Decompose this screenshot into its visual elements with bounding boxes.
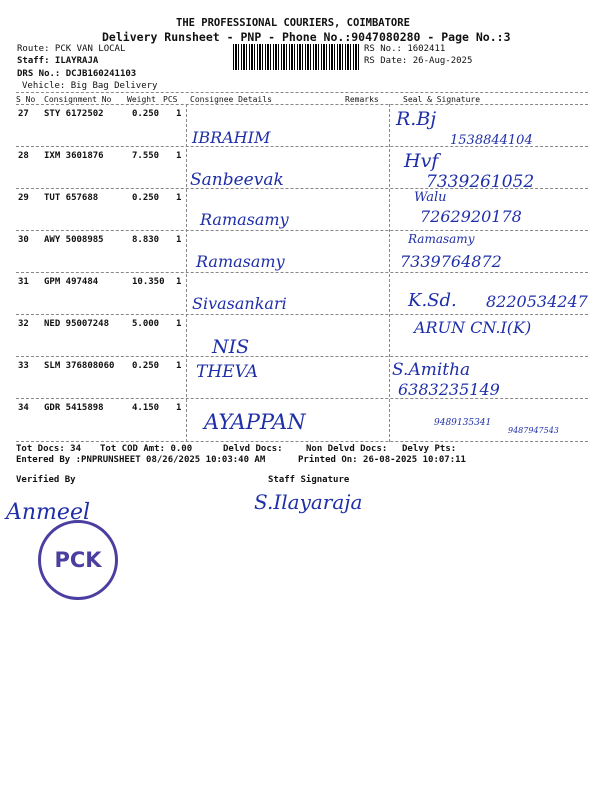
row-pcs: 1 [176, 277, 182, 287]
consignee-signature: IBRAHIM [192, 128, 271, 147]
phone-number: 7339261052 [426, 172, 535, 192]
row-consignment: GPM 497484 [44, 277, 99, 287]
row-weight: 4.150 [132, 403, 160, 413]
row-pcs: 1 [176, 319, 182, 329]
seal-signature: Ramasamy [408, 232, 475, 246]
col-remarks: Remarks [345, 95, 379, 104]
vehicle-label: Vehicle: Big Bag Delivery [22, 81, 158, 91]
rs-date: RS Date: 26-Aug-2025 [364, 56, 473, 66]
seal-signature: ARUN CN.I(K) [414, 318, 532, 337]
row-sno: 27 [18, 109, 29, 119]
consignee-signature: Ramasamy [200, 210, 289, 229]
row-consignment: NED 95007248 [44, 319, 110, 329]
col-pcs: PCS [163, 95, 178, 104]
phone-number: 6383235149 [398, 380, 500, 399]
row-sno: 28 [18, 151, 29, 161]
phone-number: 8220534247 [486, 292, 588, 311]
row-sno: 29 [18, 193, 29, 203]
staff-label: Staff: ILAYRAJA [17, 56, 99, 66]
row-weight: 0.250 [132, 193, 160, 203]
row-pcs: 1 [176, 193, 182, 203]
col-consignment: Consignment No [44, 95, 112, 104]
col-consignee: Consignee Details [190, 95, 272, 104]
drs-number: DRS No.: DCJB160241103 [17, 69, 137, 79]
row-sno: 34 [18, 403, 29, 413]
verified-by-label: Verified By [16, 475, 76, 485]
consignee-signature: Ramasamy [196, 252, 285, 271]
row-pcs: 1 [176, 361, 182, 371]
barcode-image [233, 44, 361, 70]
row-pcs: 1 [176, 235, 182, 245]
phone-number: 7339764872 [400, 252, 502, 271]
row-pcs: 1 [176, 109, 182, 119]
staff-signature: S.Ilayaraja [254, 490, 363, 514]
row-sno: 31 [18, 277, 29, 287]
consignee-signature: THEVA [196, 362, 258, 382]
row-weight: 10.350 [132, 277, 165, 287]
total-docs: Tot Docs: 34 [16, 444, 82, 454]
row-consignment: AWY 5008985 [44, 235, 104, 245]
col-seal-signature: Seal & Signature [403, 95, 481, 104]
printed-on: Printed On: 26-08-2025 10:07:11 [298, 455, 466, 465]
seal-signature: S.Amitha [392, 360, 471, 380]
row-weight: 0.250 [132, 109, 160, 119]
row-consignment: STY 6172502 [44, 109, 104, 119]
runsheet-title: Delivery Runsheet - PNP - Phone No.:9047080280 - Page No.:3 [102, 30, 511, 44]
entered-by: Entered By :PNPRUNSHEET 08/26/2025 10:03:40 AM [16, 455, 266, 465]
row-consignment: IXM 3601876 [44, 151, 104, 161]
route-label: Route: PCK VAN LOCAL [17, 44, 126, 54]
row-weight: 5.000 [132, 319, 160, 329]
total-cod-amount: Tot COD Amt: 0.00 [100, 444, 193, 454]
verifier-signature: Anmeel [6, 500, 90, 525]
stamp-text: PCK [54, 548, 102, 572]
row-sno: 30 [18, 235, 29, 245]
phone-number: 7262920178 [420, 207, 522, 226]
row-pcs: 1 [176, 151, 182, 161]
company-title: THE PROFESSIONAL COURIERS, COIMBATORE [176, 17, 410, 29]
row-weight: 0.250 [132, 361, 160, 371]
row-pcs: 1 [176, 403, 182, 413]
row-consignment: GDR 5415898 [44, 403, 104, 413]
delivery-points: Delvy Pts: [402, 444, 457, 454]
consignee-signature: Sivasankari [192, 294, 287, 313]
consignee-signature: AYAPPAN [204, 410, 306, 434]
col-sno: S No [16, 95, 36, 104]
row-consignment: SLM 376808060 [44, 361, 115, 371]
seal-signature: Walu [414, 190, 447, 205]
pck-stamp [38, 520, 118, 600]
consignee-signature: Sanbeevak [190, 170, 284, 190]
non-delivered-docs: Non Delvd Docs: [306, 444, 388, 454]
row-weight: 8.830 [132, 235, 160, 245]
rs-number: RS No.: 1602411 [364, 44, 446, 54]
row-consignment: TUT 657688 [44, 193, 99, 203]
staff-signature-label: Staff Signature [268, 475, 350, 485]
delivered-docs: Delvd Docs: [223, 444, 283, 454]
seal-signature: Hvf [404, 150, 439, 172]
col-weight: Weight [127, 95, 156, 104]
seal-signature: K.Sd. [408, 290, 457, 311]
seal-signature: R.Bj [396, 108, 437, 130]
row-sno: 33 [18, 361, 29, 371]
row-sno: 32 [18, 319, 29, 329]
consignee-signature: NIS [212, 336, 250, 358]
seal-signature: 9489135341 [434, 418, 492, 428]
row-weight: 7.550 [132, 151, 160, 161]
phone-number: 1538844104 [450, 133, 533, 148]
phone-number: 9487947543 [508, 426, 559, 435]
